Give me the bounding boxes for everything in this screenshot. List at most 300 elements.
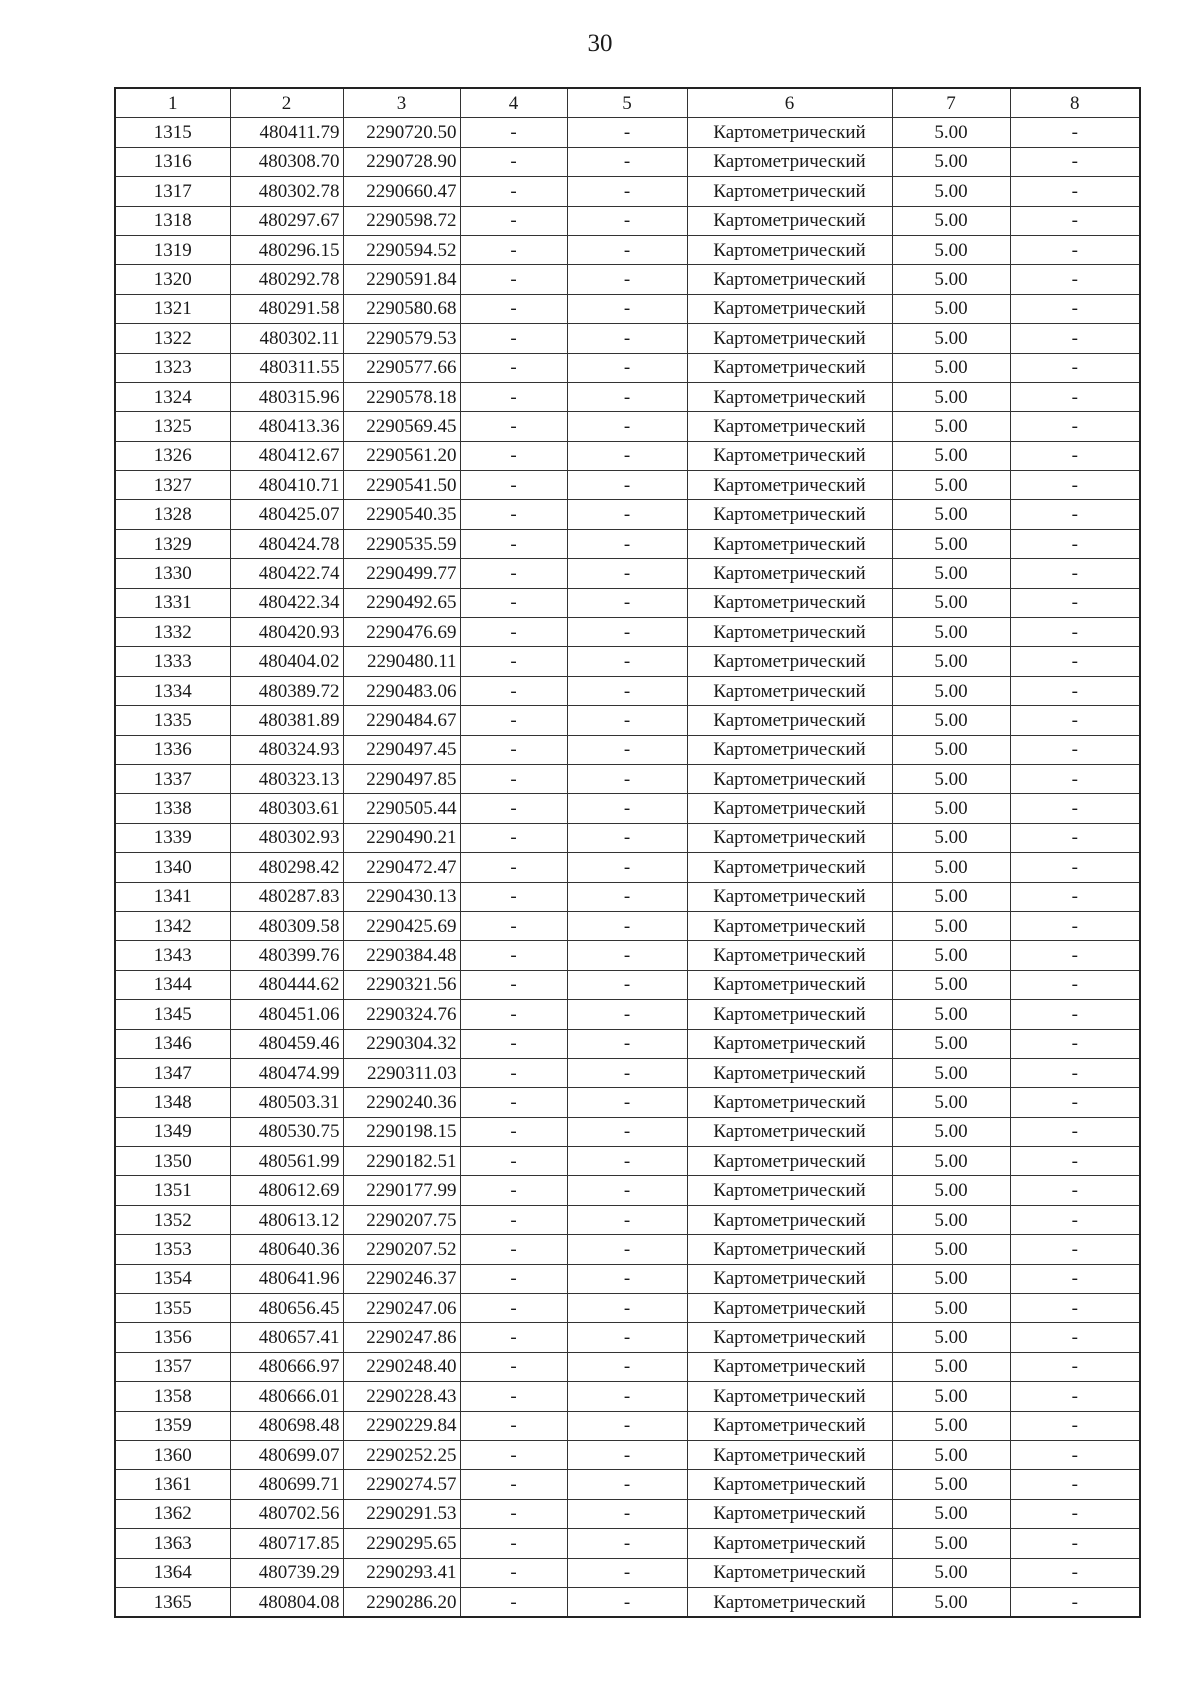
- table-cell-col8: -: [1010, 647, 1140, 676]
- table-row: [115, 853, 1140, 882]
- table-cell-col5: -: [567, 118, 687, 147]
- table-row: [115, 823, 1140, 852]
- table-cell-col7: 5.00: [892, 1587, 1010, 1617]
- table-cell-col8: -: [1010, 1058, 1140, 1087]
- table-cell-col6: Картометрический: [687, 265, 892, 294]
- table-row: [115, 441, 1140, 470]
- table-cell-col3: 2290492.65: [343, 588, 460, 617]
- table-cell-col6: Картометрический: [687, 353, 892, 382]
- table-cell-col1: 1363: [115, 1529, 230, 1558]
- table-cell-col1: 1356: [115, 1323, 230, 1352]
- table-header: [115, 88, 1140, 118]
- table-cell-col7: 5.00: [892, 500, 1010, 529]
- table-cell-col7: 5.00: [892, 559, 1010, 588]
- table-cell-col3: 2290728.90: [343, 147, 460, 176]
- table-cell-col7: 5.00: [892, 471, 1010, 500]
- table-cell-col7: 5.00: [892, 1294, 1010, 1323]
- table-cell-col1: 1360: [115, 1440, 230, 1469]
- table-cell-col1: 1331: [115, 588, 230, 617]
- table-cell-col4: -: [460, 1558, 567, 1587]
- table-cell-col2: 480612.69: [230, 1176, 343, 1205]
- table-cell-col4: -: [460, 1470, 567, 1499]
- table-cell-col7: 5.00: [892, 764, 1010, 793]
- table-cell-col3: 2290198.15: [343, 1117, 460, 1146]
- table-cell-col7: 5.00: [892, 1235, 1010, 1264]
- table-cell-col6: Картометрический: [687, 1058, 892, 1087]
- page-number: 30: [587, 30, 613, 57]
- table-cell-col4: -: [460, 147, 567, 176]
- table-cell-col1: 1340: [115, 853, 230, 882]
- table-cell-col4: -: [460, 1323, 567, 1352]
- table-cell-col2: 480303.61: [230, 794, 343, 823]
- table-cell-col1: 1338: [115, 794, 230, 823]
- table-row: [115, 353, 1140, 382]
- table-cell-col4: -: [460, 412, 567, 441]
- table-cell-col6: Картометрический: [687, 118, 892, 147]
- table-cell-col4: -: [460, 911, 567, 940]
- table-cell-col8: -: [1010, 1411, 1140, 1440]
- table-cell-col2: 480291.58: [230, 294, 343, 323]
- table-cell-col3: 2290247.06: [343, 1294, 460, 1323]
- table-cell-col7: 5.00: [892, 206, 1010, 235]
- table-cell-col7: 5.00: [892, 1382, 1010, 1411]
- table-cell-col8: -: [1010, 559, 1140, 588]
- table-cell-col1: 1346: [115, 1029, 230, 1058]
- table-cell-col8: -: [1010, 1264, 1140, 1293]
- table-cell-col1: 1342: [115, 911, 230, 940]
- table-cell-col2: 480411.79: [230, 118, 343, 147]
- table-cell-col6: Картометрический: [687, 177, 892, 206]
- table-cell-col5: -: [567, 1558, 687, 1587]
- table-cell-col1: 1336: [115, 735, 230, 764]
- table-cell-col3: 2290540.35: [343, 500, 460, 529]
- table-cell-col5: -: [567, 647, 687, 676]
- table-cell-col5: -: [567, 206, 687, 235]
- table-cell-col8: -: [1010, 794, 1140, 823]
- table-cell-col2: 480296.15: [230, 235, 343, 264]
- table-cell-col2: 480459.46: [230, 1029, 343, 1058]
- table-row: [115, 970, 1140, 999]
- table-cell-col2: 480399.76: [230, 941, 343, 970]
- table-cell-col4: -: [460, 647, 567, 676]
- table-cell-col5: -: [567, 324, 687, 353]
- table-cell-col6: Картометрический: [687, 1558, 892, 1587]
- table-cell-col5: -: [567, 1470, 687, 1499]
- table-cell-col2: 480503.31: [230, 1088, 343, 1117]
- table-cell-col8: -: [1010, 1117, 1140, 1146]
- table-cell-col3: 2290207.75: [343, 1205, 460, 1234]
- table-row: [115, 1176, 1140, 1205]
- table-cell-col7: 5.00: [892, 647, 1010, 676]
- table-cell-col5: -: [567, 823, 687, 852]
- table-cell-col4: -: [460, 735, 567, 764]
- table-cell-col1: 1316: [115, 147, 230, 176]
- column-header-6: 6: [687, 88, 892, 118]
- table-cell-col8: -: [1010, 1352, 1140, 1381]
- table-cell-col6: Картометрический: [687, 941, 892, 970]
- table-row: [115, 1440, 1140, 1469]
- table-cell-col3: 2290598.72: [343, 206, 460, 235]
- table-row: [115, 265, 1140, 294]
- table-cell-col4: -: [460, 676, 567, 705]
- table-cell-col8: -: [1010, 382, 1140, 411]
- table-cell-col7: 5.00: [892, 353, 1010, 382]
- table-cell-col6: Картометрический: [687, 324, 892, 353]
- table-cell-col8: -: [1010, 706, 1140, 735]
- table-cell-col3: 2290304.32: [343, 1029, 460, 1058]
- table-cell-col1: 1359: [115, 1411, 230, 1440]
- table-cell-col2: 480702.56: [230, 1499, 343, 1528]
- table-cell-col5: -: [567, 618, 687, 647]
- table-cell-col5: -: [567, 1176, 687, 1205]
- table-cell-col1: 1358: [115, 1382, 230, 1411]
- table-cell-col6: Картометрический: [687, 706, 892, 735]
- table-cell-col8: -: [1010, 324, 1140, 353]
- table-row: [115, 1499, 1140, 1528]
- table-cell-col1: 1333: [115, 647, 230, 676]
- table-cell-col3: 2290497.45: [343, 735, 460, 764]
- table-cell-col3: 2290499.77: [343, 559, 460, 588]
- table-cell-col6: Картометрический: [687, 970, 892, 999]
- table-cell-col8: -: [1010, 941, 1140, 970]
- table-cell-col4: -: [460, 764, 567, 793]
- table-row: [115, 294, 1140, 323]
- table-cell-col8: -: [1010, 1235, 1140, 1264]
- table-cell-col6: Картометрический: [687, 1499, 892, 1528]
- table-cell-col5: -: [567, 559, 687, 588]
- table-cell-col5: -: [567, 1205, 687, 1234]
- table-cell-col8: -: [1010, 265, 1140, 294]
- table-cell-col7: 5.00: [892, 1323, 1010, 1352]
- table-cell-col2: 480287.83: [230, 882, 343, 911]
- table-cell-col8: -: [1010, 1323, 1140, 1352]
- table-cell-col4: -: [460, 1205, 567, 1234]
- table-row: [115, 1029, 1140, 1058]
- table-row: [115, 676, 1140, 705]
- table-row: [115, 1558, 1140, 1587]
- table-row: [115, 588, 1140, 617]
- table-row: [115, 500, 1140, 529]
- table-cell-col5: -: [567, 970, 687, 999]
- table-cell-col4: -: [460, 1294, 567, 1323]
- table-cell-col4: -: [460, 1088, 567, 1117]
- table-cell-col2: 480451.06: [230, 1000, 343, 1029]
- table-cell-col1: 1350: [115, 1147, 230, 1176]
- table-cell-col5: -: [567, 1411, 687, 1440]
- coordinates-table-wrapper: [114, 87, 1141, 1618]
- table-cell-col6: Картометрический: [687, 235, 892, 264]
- table-cell-col3: 2290476.69: [343, 618, 460, 647]
- table-cell-col4: -: [460, 882, 567, 911]
- table-cell-col8: -: [1010, 1000, 1140, 1029]
- table-cell-col1: 1348: [115, 1088, 230, 1117]
- table-cell-col4: -: [460, 941, 567, 970]
- table-cell-col5: -: [567, 382, 687, 411]
- table-cell-col6: Картометрический: [687, 618, 892, 647]
- table-cell-col6: Картометрический: [687, 1587, 892, 1617]
- table-cell-col5: -: [567, 1000, 687, 1029]
- table-row: [115, 1411, 1140, 1440]
- table-cell-col6: Картометрический: [687, 1176, 892, 1205]
- table-cell-col3: 2290425.69: [343, 911, 460, 940]
- table-cell-col1: 1345: [115, 1000, 230, 1029]
- table-cell-col4: -: [460, 1440, 567, 1469]
- table-cell-col7: 5.00: [892, 1058, 1010, 1087]
- table-cell-col4: -: [460, 529, 567, 558]
- table-cell-col5: -: [567, 471, 687, 500]
- table-cell-col7: 5.00: [892, 1352, 1010, 1381]
- table-cell-col7: 5.00: [892, 1411, 1010, 1440]
- table-cell-col8: -: [1010, 206, 1140, 235]
- table-cell-col4: -: [460, 823, 567, 852]
- table-cell-col3: 2290578.18: [343, 382, 460, 411]
- table-cell-col4: -: [460, 382, 567, 411]
- table-cell-col6: Картометрический: [687, 382, 892, 411]
- table-cell-col7: 5.00: [892, 1499, 1010, 1528]
- table-cell-col1: 1344: [115, 970, 230, 999]
- table-cell-col6: Картометрический: [687, 471, 892, 500]
- table-cell-col6: Картометрический: [687, 441, 892, 470]
- table-cell-col2: 480444.62: [230, 970, 343, 999]
- table-cell-col2: 480302.78: [230, 177, 343, 206]
- table-cell-col3: 2290252.25: [343, 1440, 460, 1469]
- table-row: [115, 882, 1140, 911]
- column-header-1: 1: [115, 88, 230, 118]
- table-row: [115, 1470, 1140, 1499]
- table-cell-col4: -: [460, 1587, 567, 1617]
- column-header-3: 3: [343, 88, 460, 118]
- table-cell-col6: Картометрический: [687, 1029, 892, 1058]
- table-row: [115, 177, 1140, 206]
- table-cell-col1: 1335: [115, 706, 230, 735]
- table-cell-col1: 1329: [115, 529, 230, 558]
- table-cell-col6: Картометрический: [687, 529, 892, 558]
- table-cell-col3: 2290505.44: [343, 794, 460, 823]
- table-cell-col6: Картометрический: [687, 1117, 892, 1146]
- table-row: [115, 647, 1140, 676]
- table-cell-col3: 2290660.47: [343, 177, 460, 206]
- table-cell-col2: 480666.01: [230, 1382, 343, 1411]
- table-cell-col8: -: [1010, 353, 1140, 382]
- table-row: [115, 1382, 1140, 1411]
- table-cell-col6: Картометрический: [687, 588, 892, 617]
- table-cell-col7: 5.00: [892, 1440, 1010, 1469]
- table-row: [115, 1264, 1140, 1293]
- table-cell-col7: 5.00: [892, 1000, 1010, 1029]
- table-cell-col8: -: [1010, 1499, 1140, 1528]
- table-cell-col4: -: [460, 118, 567, 147]
- table-cell-col7: 5.00: [892, 676, 1010, 705]
- table-cell-col7: 5.00: [892, 1558, 1010, 1587]
- table-cell-col6: Картометрический: [687, 1382, 892, 1411]
- table-cell-col5: -: [567, 500, 687, 529]
- table-cell-col1: 1347: [115, 1058, 230, 1087]
- table-row: [115, 1235, 1140, 1264]
- table-cell-col7: 5.00: [892, 1529, 1010, 1558]
- table-cell-col3: 2290720.50: [343, 118, 460, 147]
- table-cell-col2: 480474.99: [230, 1058, 343, 1087]
- table-cell-col4: -: [460, 1058, 567, 1087]
- table-cell-col6: Картометрический: [687, 823, 892, 852]
- table-cell-col5: -: [567, 941, 687, 970]
- table-cell-col8: -: [1010, 1382, 1140, 1411]
- table-cell-col7: 5.00: [892, 823, 1010, 852]
- table-cell-col8: -: [1010, 676, 1140, 705]
- table-cell-col4: -: [460, 618, 567, 647]
- table-cell-col6: Картометрический: [687, 1264, 892, 1293]
- table-row: [115, 1147, 1140, 1176]
- table-cell-col8: -: [1010, 441, 1140, 470]
- table-cell-col3: 2290207.52: [343, 1235, 460, 1264]
- table-cell-col2: 480699.71: [230, 1470, 343, 1499]
- table-cell-col3: 2290291.53: [343, 1499, 460, 1528]
- table-cell-col1: 1323: [115, 353, 230, 382]
- table-row: [115, 118, 1140, 147]
- table-cell-col4: -: [460, 1029, 567, 1058]
- table-cell-col5: -: [567, 353, 687, 382]
- table-cell-col7: 5.00: [892, 1176, 1010, 1205]
- table-cell-col1: 1355: [115, 1294, 230, 1323]
- table-row: [115, 764, 1140, 793]
- table-cell-col7: 5.00: [892, 235, 1010, 264]
- table-cell-col7: 5.00: [892, 588, 1010, 617]
- table-cell-col8: -: [1010, 471, 1140, 500]
- table-cell-col6: Картометрический: [687, 1147, 892, 1176]
- table-cell-col5: -: [567, 294, 687, 323]
- table-cell-col4: -: [460, 353, 567, 382]
- table-cell-col8: -: [1010, 882, 1140, 911]
- table-cell-col4: -: [460, 970, 567, 999]
- table-row: [115, 1088, 1140, 1117]
- table-row: [115, 1529, 1140, 1558]
- table-cell-col1: 1334: [115, 676, 230, 705]
- table-cell-col7: 5.00: [892, 794, 1010, 823]
- table-cell-col4: -: [460, 853, 567, 882]
- table-cell-col2: 480698.48: [230, 1411, 343, 1440]
- column-header-4: 4: [460, 88, 567, 118]
- table-cell-col5: -: [567, 147, 687, 176]
- table-cell-col3: 2290384.48: [343, 941, 460, 970]
- table-cell-col5: -: [567, 235, 687, 264]
- table-cell-col4: -: [460, 1264, 567, 1293]
- table-cell-col7: 5.00: [892, 412, 1010, 441]
- table-cell-col6: Картометрический: [687, 1352, 892, 1381]
- table-cell-col7: 5.00: [892, 1088, 1010, 1117]
- table-cell-col6: Картометрический: [687, 559, 892, 588]
- table-cell-col2: 480381.89: [230, 706, 343, 735]
- table-cell-col5: -: [567, 911, 687, 940]
- table-cell-col1: 1326: [115, 441, 230, 470]
- table-cell-col1: 1361: [115, 1470, 230, 1499]
- table-cell-col7: 5.00: [892, 1264, 1010, 1293]
- coordinates-table: [114, 87, 1141, 1618]
- table-cell-col1: 1343: [115, 941, 230, 970]
- table-cell-col3: 2290247.86: [343, 1323, 460, 1352]
- table-cell-col7: 5.00: [892, 1117, 1010, 1146]
- table-cell-col5: -: [567, 1323, 687, 1352]
- table-cell-col8: -: [1010, 588, 1140, 617]
- table-row: [115, 1587, 1140, 1617]
- table-cell-col2: 480530.75: [230, 1117, 343, 1146]
- table-cell-col7: 5.00: [892, 853, 1010, 882]
- table-cell-col2: 480315.96: [230, 382, 343, 411]
- table-cell-col5: -: [567, 177, 687, 206]
- table-cell-col8: -: [1010, 500, 1140, 529]
- table-cell-col2: 480308.70: [230, 147, 343, 176]
- table-cell-col1: 1322: [115, 324, 230, 353]
- table-cell-col1: 1349: [115, 1117, 230, 1146]
- table-cell-col2: 480666.97: [230, 1352, 343, 1381]
- table-cell-col1: 1332: [115, 618, 230, 647]
- table-cell-col4: -: [460, 265, 567, 294]
- table-cell-col5: -: [567, 676, 687, 705]
- table-cell-col8: -: [1010, 970, 1140, 999]
- table-cell-col6: Картометрический: [687, 882, 892, 911]
- table-cell-col6: Картометрический: [687, 206, 892, 235]
- table-cell-col4: -: [460, 1499, 567, 1528]
- table-cell-col2: 480298.42: [230, 853, 343, 882]
- table-cell-col2: 480561.99: [230, 1147, 343, 1176]
- table-cell-col4: -: [460, 1117, 567, 1146]
- table-cell-col6: Картометрический: [687, 1088, 892, 1117]
- table-cell-col4: -: [460, 1382, 567, 1411]
- table-cell-col6: Картометрический: [687, 500, 892, 529]
- table-cell-col7: 5.00: [892, 911, 1010, 940]
- table-cell-col5: -: [567, 412, 687, 441]
- table-cell-col5: -: [567, 588, 687, 617]
- table-cell-col3: 2290577.66: [343, 353, 460, 382]
- table-cell-col1: 1327: [115, 471, 230, 500]
- table-cell-col1: 1317: [115, 177, 230, 206]
- table-cell-col3: 2290579.53: [343, 324, 460, 353]
- table-cell-col6: Картометрический: [687, 1000, 892, 1029]
- table-row: [115, 1352, 1140, 1381]
- table-cell-col5: -: [567, 1117, 687, 1146]
- table-cell-col5: -: [567, 1440, 687, 1469]
- table-cell-col4: -: [460, 1147, 567, 1176]
- table-cell-col7: 5.00: [892, 735, 1010, 764]
- table-cell-col2: 480804.08: [230, 1587, 343, 1617]
- table-cell-col8: -: [1010, 1147, 1140, 1176]
- table-cell-col3: 2290228.43: [343, 1382, 460, 1411]
- table-cell-col8: -: [1010, 735, 1140, 764]
- table-cell-col7: 5.00: [892, 1205, 1010, 1234]
- table-cell-col6: Картометрический: [687, 1323, 892, 1352]
- table-cell-col2: 480422.34: [230, 588, 343, 617]
- table-cell-col1: 1353: [115, 1235, 230, 1264]
- table-cell-col1: 1354: [115, 1264, 230, 1293]
- table-cell-col1: 1352: [115, 1205, 230, 1234]
- table-row: [115, 471, 1140, 500]
- table-cell-col2: 480297.67: [230, 206, 343, 235]
- table-cell-col3: 2290591.84: [343, 265, 460, 294]
- table-cell-col4: -: [460, 1352, 567, 1381]
- table-cell-col2: 480404.02: [230, 647, 343, 676]
- column-header-2: 2: [230, 88, 343, 118]
- table-cell-col2: 480641.96: [230, 1264, 343, 1293]
- table-cell-col1: 1320: [115, 265, 230, 294]
- table-cell-col5: -: [567, 529, 687, 558]
- table-cell-col2: 480613.12: [230, 1205, 343, 1234]
- table-cell-col3: 2290535.59: [343, 529, 460, 558]
- table-row: [115, 735, 1140, 764]
- table-cell-col6: Картометрический: [687, 794, 892, 823]
- table-cell-col4: -: [460, 177, 567, 206]
- table-cell-col5: -: [567, 1529, 687, 1558]
- table-cell-col8: -: [1010, 235, 1140, 264]
- table-cell-col4: -: [460, 1411, 567, 1440]
- table-cell-col2: 480412.67: [230, 441, 343, 470]
